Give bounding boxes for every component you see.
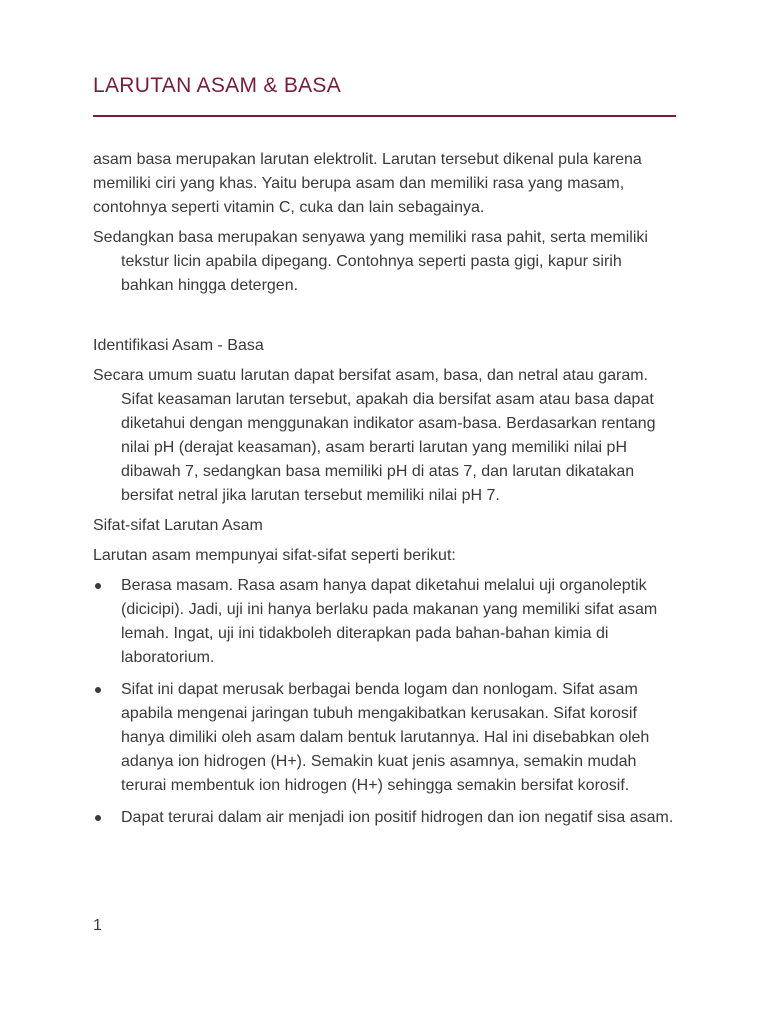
page-number: 1 [93, 917, 102, 934]
title-divider [93, 115, 676, 117]
identification-heading: Identifikasi Asam - Basa [93, 337, 264, 354]
bullet-icon [95, 815, 101, 821]
identification-paragraph: Secara umum suatu larutan dapat bersifat asam, basa, dan netral atau garam. Sifat keasaman larutan tersebut, apakah dia bersifat asam atau basa dapat diketahui dengan menggunakan indikator asam-basa. Berdasarkan rentang nilai pH (derajat keasaman), asam berarti larutan yang memiliki nilai pH dibawah 7, sedangkan basa memiliki pH di atas 7, dan larutan dikatakan bersifat netral jika larutan tersebut memiliki nilai pH 7. [93, 367, 656, 504]
list-item-text: Dapat terurai dalam air menjadi ion positif hidrogen dan ion negatif sisa asam. [121, 809, 674, 826]
document-title: LARUTAN ASAM & BASA [93, 74, 342, 97]
list-item-text: Berasa masam. Rasa asam hanya dapat diketahui melalui uji organoleptik (dicicipi). Jadi, uji ini hanya berlaku pada makanan yang memiliki sifat asam lemah. Ingat, uji ini tidakboleh diterapkan pada bahan-bahan kimia di laboratorium. [121, 577, 658, 666]
acid-properties-intro: Larutan asam mempunyai sifat-sifat seperti berikut: [93, 547, 456, 564]
bullet-icon [95, 583, 101, 589]
paragraph-spacer [93, 304, 676, 334]
list-item [93, 678, 676, 798]
intro-paragraph: asam basa merupakan larutan elektrolit. Larutan tersebut dikenal pula karena memiliki ciri yang khas. Yaitu berupa asam dan memiliki rasa yang masam, contohnya seperti vitamin C, cuka dan lain sebagainya. [93, 151, 642, 216]
bullet-icon [95, 687, 101, 693]
list-item [93, 806, 676, 830]
acid-properties-heading: Sifat-sifat Larutan Asam [93, 517, 263, 534]
acid-properties-list [93, 574, 676, 830]
list-item [93, 574, 676, 670]
basa-paragraph: Sedangkan basa merupakan senyawa yang memiliki rasa pahit, serta memiliki tekstur licin apabila dipegang. Contohnya seperti pasta gigi, kapur sirih bahkan hingga detergen. [93, 229, 648, 294]
document-body [93, 148, 676, 838]
list-item-text: Sifat ini dapat merusak berbagai benda logam dan nonlogam. Sifat asam apabila mengenai jaringan tubuh mengakibatkan kerusakan. Sifat korosif hanya dimiliki oleh asam dalam bentuk larutannya. Hal ini disebabkan oleh adanya ion hidrogen (H+). Semakin kuat jenis asamnya, semakin mudah terurai membentuk ion hidrogen (H+) sehingga semakin bersifat korosif. [121, 681, 650, 794]
